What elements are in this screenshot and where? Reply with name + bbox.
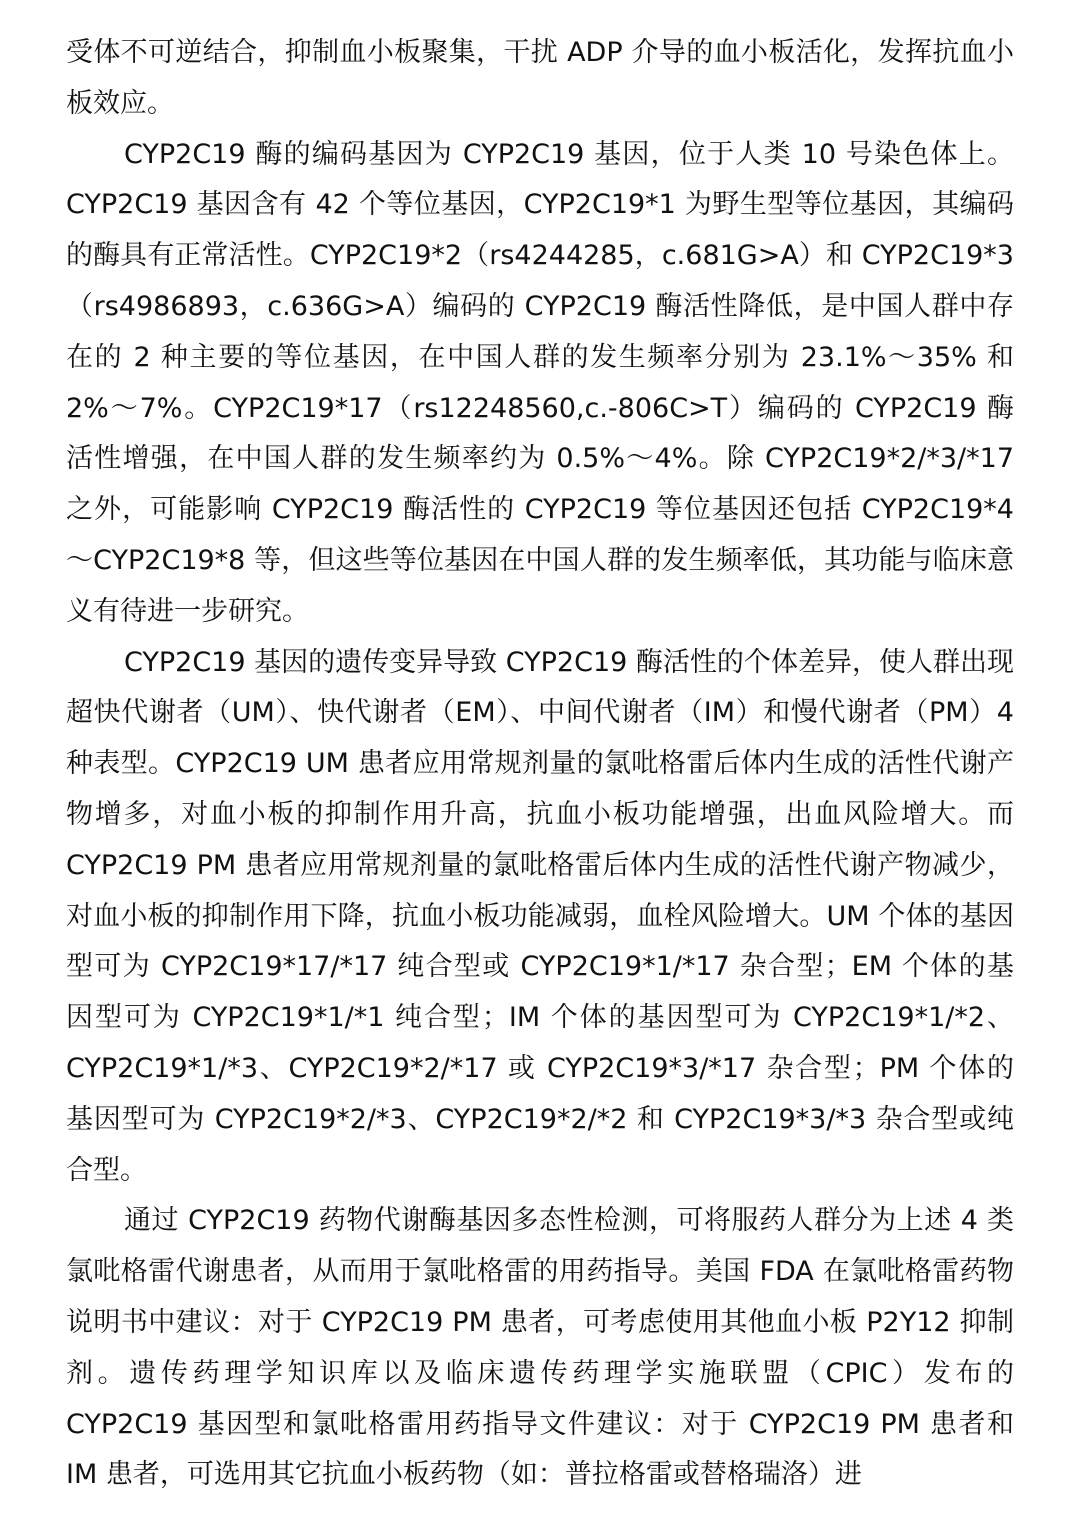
paragraph-cyp2c19-gene: CYP2C19 酶的编码基因为 CYP2C19 基因，位于人类 10 号染色体上。CYP2C19 基因含有 42 个等位基因，CYP2C19*1 为野生型等位基因，其编码的酶具有正常活性。CYP2C19*2（rs4244285，c.681G>A）和 CYP2C19*3（rs4986893，c.636G>A）编码的 CYP2C19 酶活性降低，是中国人群中存在的 2 种主要的等位基因，在中国人群的发生频率分别为 23.1%～35% 和 2%～7%。CYP2C19*17（rs12248560,c.-806C>T）编码的 CYP2C19 酶活性增强，在中国人群的发生频率约为 0.5%～4%。除 CYP2C19*2/*3/*17 之外，可能影响 CYP2C19 酶活性的 CYP2C19 等位基因还包括 CYP2C19*4～CYP2C19*8 等，但这些等位基因在中国人群的发生频率低，其功能与临床意义有待进一步研究。 xyxy=(66,138,1014,627)
paragraph-phenotypes: CYP2C19 基因的遗传变异导致 CYP2C19 酶活性的个体差异，使人群出现超快代谢者（UM）、快代谢者（EM）、中间代谢者（IM）和慢代谢者（PM）4 种表型。CYP2C19 UM 患者应用常规剂量的氯吡格雷后体内生成的活性代谢产物增多，对血小板的抑制作用升高，抗血小板功能增强，出血风险增大。而 CYP2C19 PM 患者应用常规剂量的氯吡格雷后体内生成的活性代谢产物减少，对血小板的抑制作用下降，抗血小板功能减弱，血栓风险增大。UM 个体的基因型可为 CYP2C19*17/*17 纯合型或 CYP2C19*1/*17 杂合型；EM 个体的基因型可为 CYP2C19*1/*1 纯合型；IM 个体的基因型可为 CYP2C19*1/*2、CYP2C19*1/*3、CYP2C19*2/*17 或 CYP2C19*3/*17 杂合型；PM 个体的基因型可为 CYP2C19*2/*3、CYP2C19*2/*2 和 CYP2C19*3/*3 杂合型或纯合型。 xyxy=(66,646,1014,1186)
paragraph-continuation: 受体不可逆结合，抑制血小板聚集，干扰 ADP 介导的血小板活化，发挥抗血小板效应。 xyxy=(66,37,1014,119)
paragraph-guidance: 通过 CYP2C19 药物代谢酶基因多态性检测，可将服药人群分为上述 4 类氯吡格雷代谢患者，从而用于氯吡格雷的用药指导。美国 FDA 在氯吡格雷药物说明书中建议：对于 CYP2C19 PM 患者，可考虑使用其他血小板 P2Y12 抑制剂。遗传药理学知识库以及临床遗传药理学实施联盟（CPIC）发布的 CYP2C19 基因型和氯吡格雷用药指导文件建议：对于 CYP2C19 PM 患者和 IM 患者，可选用其它抗血小板药物（如：普拉格雷或替格瑞洛）进 xyxy=(66,1205,1014,1491)
